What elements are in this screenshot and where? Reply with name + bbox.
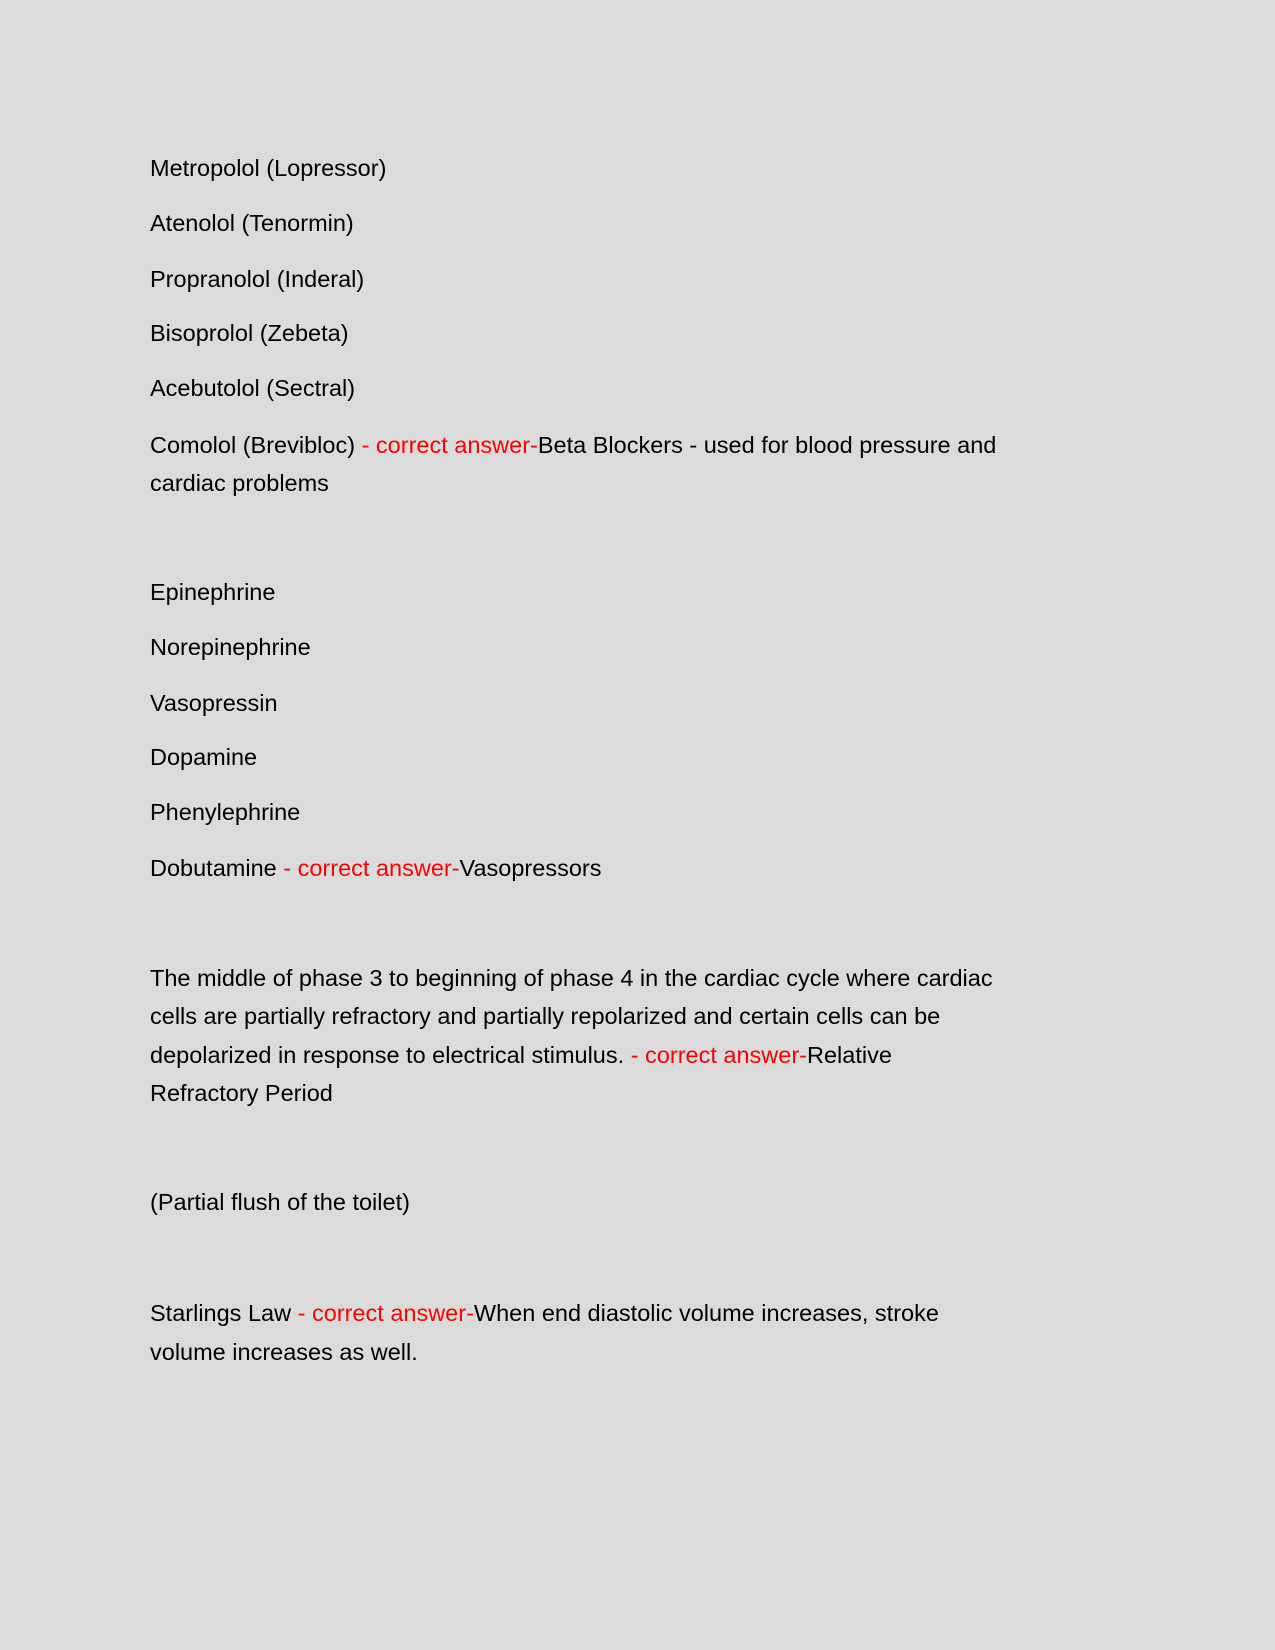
line-text: Bisoprolol (Zebeta) [150,320,349,346]
line-text: Epinephrine [150,579,276,605]
line-text: cells are partially refractory and partially repolarized and certain cells can be [150,1003,941,1029]
line-text: Phenylephrine [150,799,301,825]
text-line [150,468,329,498]
line-text: Metropolol (Lopressor) [150,155,387,181]
text-line [150,688,278,718]
qa-line [150,430,996,460]
line-text: Refractory Period [150,1080,333,1106]
answer-text: When end diastolic volume increases, stroke [473,1300,939,1326]
correct-answer-marker: - correct answer- [361,432,538,458]
text-line [150,1078,333,1108]
qa-line [150,1040,892,1070]
correct-answer-marker: - correct answer- [283,855,460,881]
text-line [150,632,311,662]
line-text: Propranolol (Inderal) [150,266,365,292]
line-text: Dopamine [150,744,258,770]
text-line [150,208,354,238]
correct-answer-marker: - correct answer- [630,1042,807,1068]
text-line [150,264,364,294]
line-text: Acebutolol (Sectral) [150,375,356,401]
line-text: (Partial flush of the toilet) [150,1189,410,1215]
line-text: depolarized in response to electrical stimulus. [150,1042,631,1068]
qa-line [150,1298,939,1328]
correct-answer-marker: - correct answer- [297,1300,474,1326]
answer-text: Beta Blockers - used for blood pressure and [537,432,997,458]
line-text: Starlings Law [150,1300,298,1326]
text-line [150,373,355,403]
qa-line [150,853,601,883]
line-text: Vasopressin [150,690,278,716]
line-text: cardiac problems [150,470,329,496]
text-line [150,577,275,607]
line-text: Norepinephrine [150,634,311,660]
line-text: Comolol (Brevibloc) [150,432,362,458]
text-line [150,797,300,827]
answer-text: Relative [806,1042,892,1068]
text-line [150,318,349,348]
line-text: volume increases as well. [150,1339,418,1365]
line-text: Atenolol (Tenormin) [150,210,354,236]
text-line [150,742,257,772]
text-line [150,1337,418,1367]
text-line [150,153,386,183]
text-line [150,963,993,993]
text-line [150,1187,410,1217]
answer-text: Vasopressors [459,855,602,881]
line-text: The middle of phase 3 to beginning of phase 4 in the cardiac cycle where cardiac [150,965,993,991]
line-text: Dobutamine [150,855,284,881]
text-line [150,1001,940,1031]
